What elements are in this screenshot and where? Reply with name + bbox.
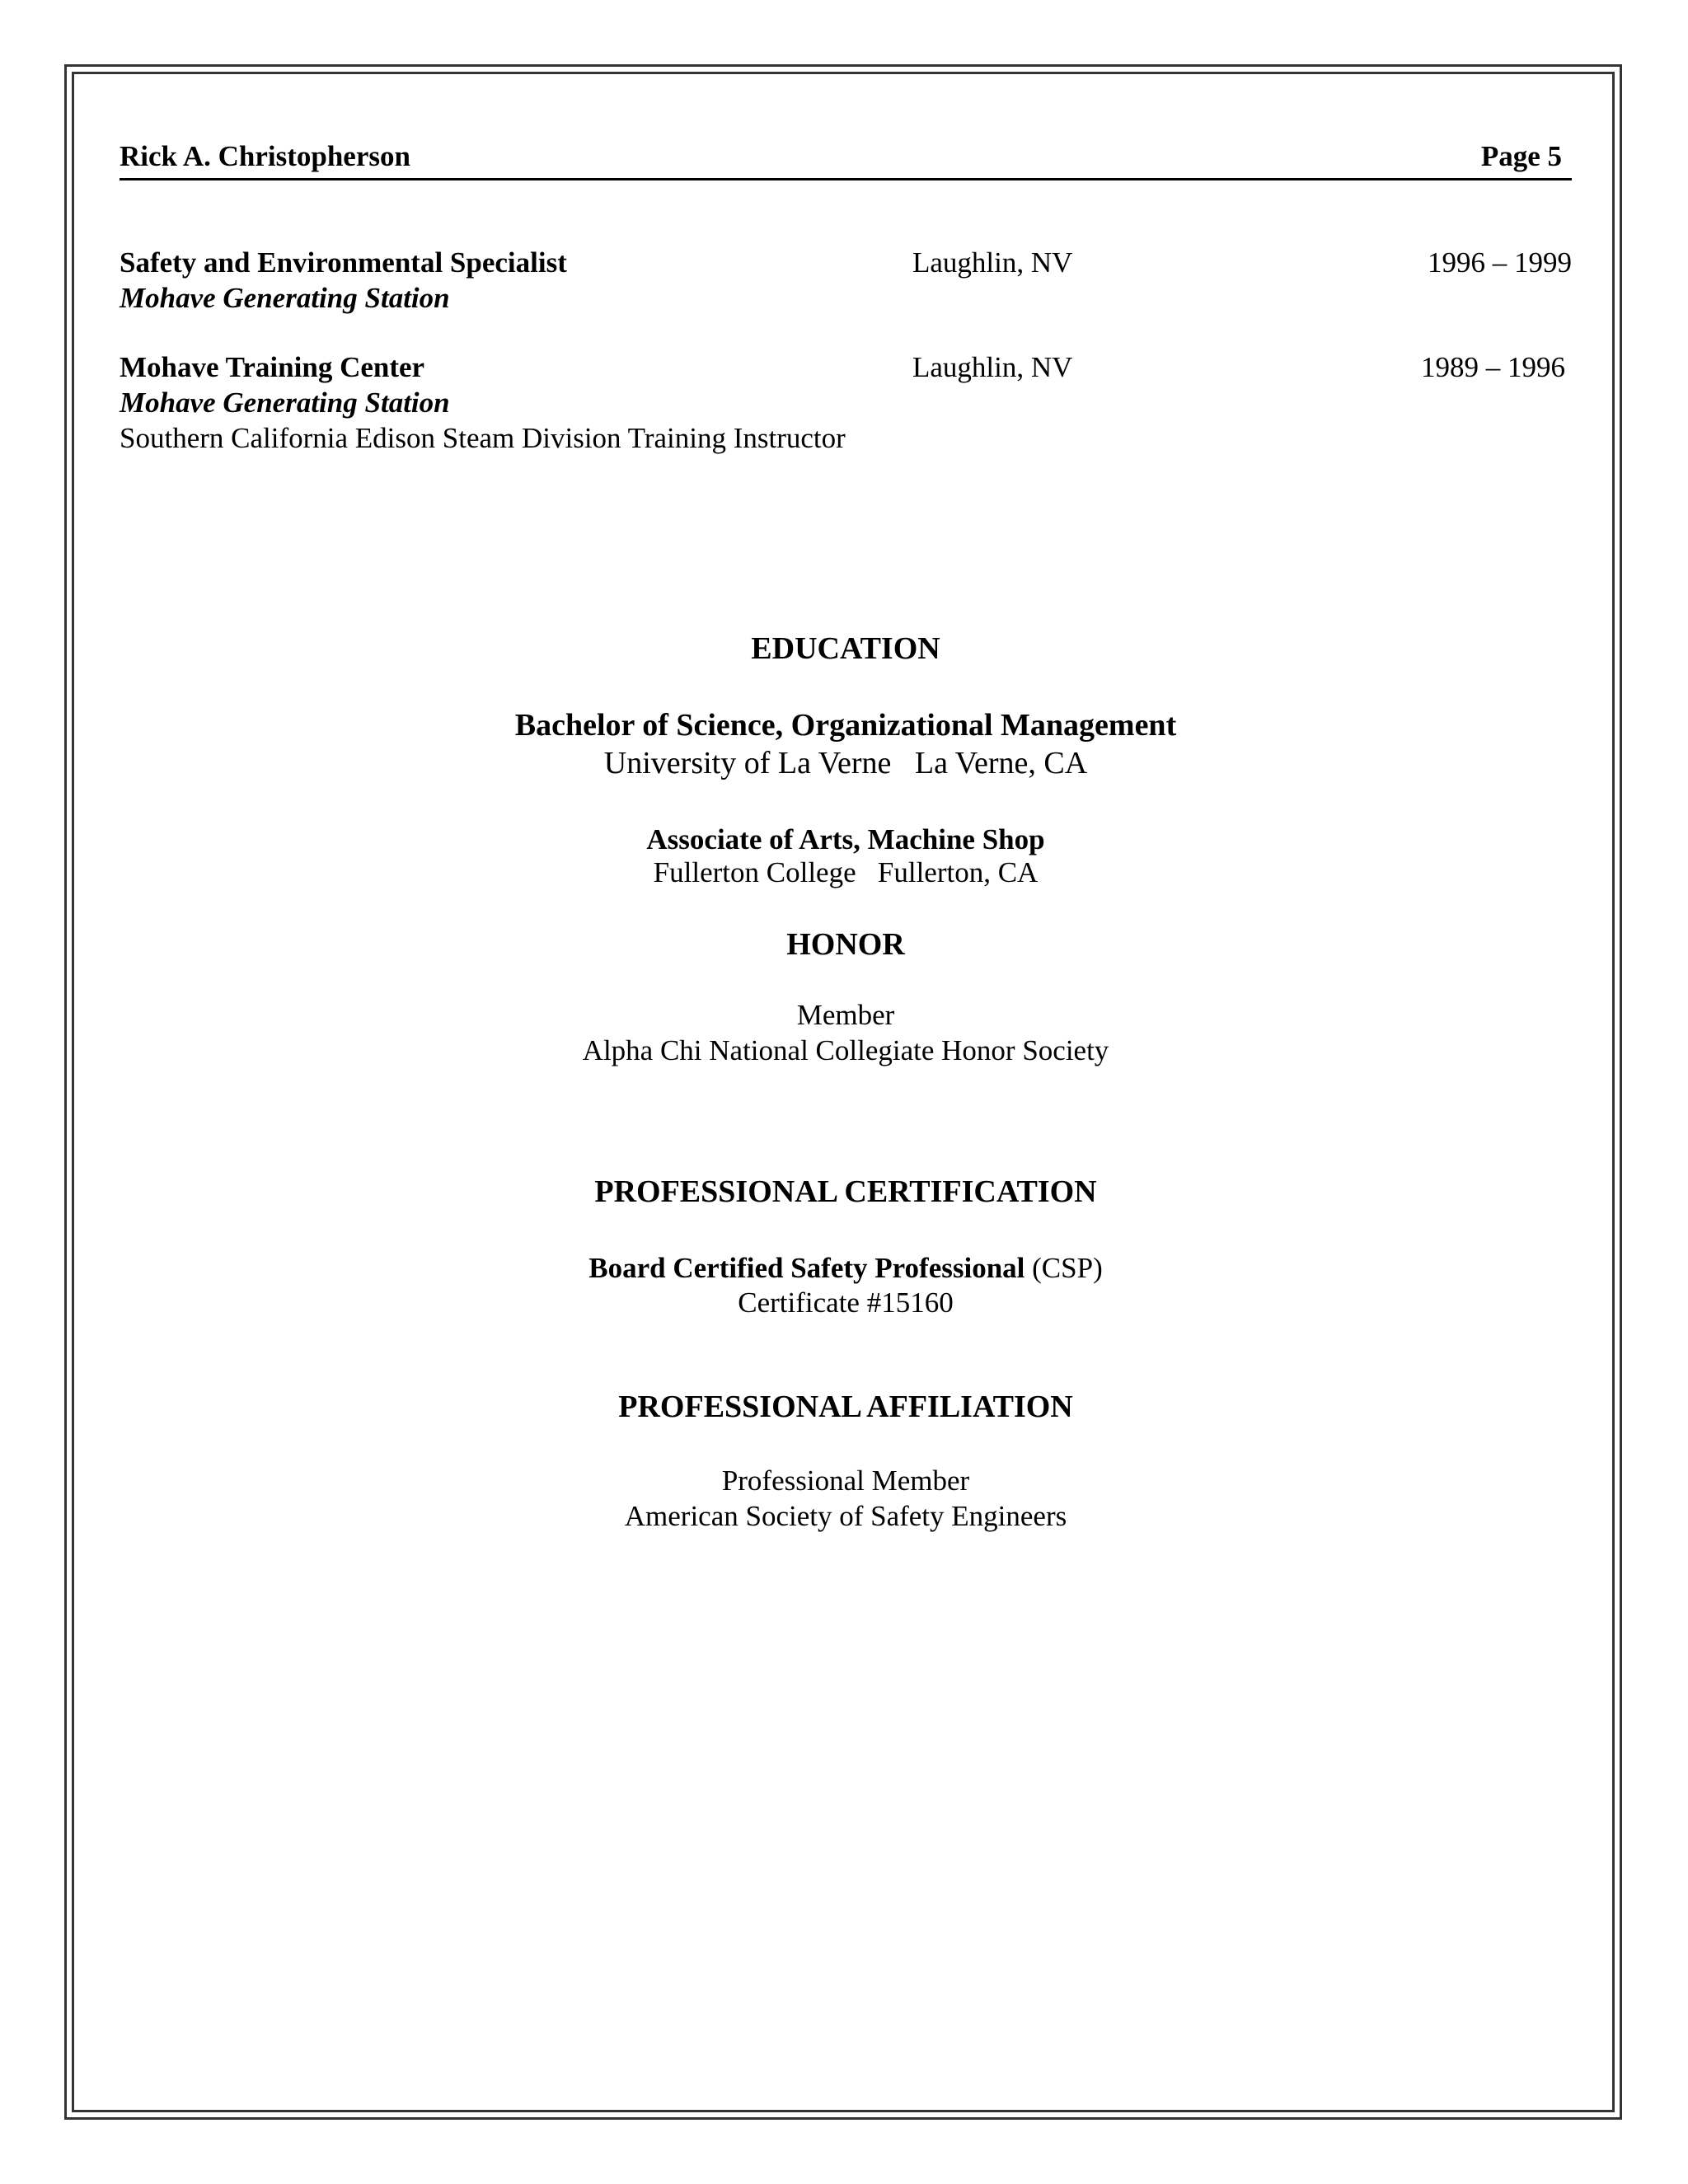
- certification-name: Board Certified Safety Professional: [588, 1252, 1025, 1284]
- resume-name: Rick A. Christopherson: [120, 140, 410, 172]
- school-line-bachelor: [120, 745, 1572, 781]
- affiliation-heading: PROFESSIONAL AFFILIATION: [618, 1390, 1073, 1424]
- job-dates: 1996 – 1999: [1428, 246, 1572, 279]
- school-line-associate: [120, 855, 1572, 890]
- education-heading: EDUCATION: [751, 631, 940, 666]
- affiliation-organization: American Society of Safety Engineers: [624, 1500, 1067, 1532]
- job-entry-training-center: [120, 349, 1572, 456]
- page-header: [120, 137, 1572, 180]
- school-name: Fullerton College: [653, 856, 856, 888]
- job-entry-safety-specialist: [120, 245, 1572, 316]
- honor-organization: Alpha Chi National Collegiate Honor Society: [582, 1034, 1109, 1066]
- job-location: Laughlin, NV: [912, 351, 1073, 383]
- job-company: Mohave Generating Station: [120, 387, 450, 419]
- job-company: Mohave Generating Station: [120, 282, 450, 314]
- affiliation-role: Professional Member: [721, 1465, 970, 1497]
- school-name: University of La Verne: [603, 746, 892, 780]
- job-dates: 1989 – 1996: [1421, 351, 1565, 383]
- certification-abbrev: (CSP): [1032, 1252, 1103, 1284]
- page-number: Page 5: [1480, 140, 1562, 172]
- degree-associate: Associate of Arts, Machine Shop: [646, 823, 1045, 855]
- job-title: Mohave Training Center: [120, 351, 425, 383]
- certification-heading: PROFESSIONAL CERTIFICATION: [594, 1174, 1097, 1209]
- certification-number: Certificate #15160: [738, 1286, 954, 1319]
- degree-bachelor: Bachelor of Science, Organizational Management: [514, 708, 1177, 743]
- school-location: Fullerton, CA: [877, 856, 1039, 888]
- honor-heading: HONOR: [786, 927, 905, 962]
- job-location: Laughlin, NV: [912, 246, 1073, 279]
- job-title: Safety and Environmental Specialist: [120, 246, 567, 279]
- job-description: Southern California Edison Steam Division Training Instructor: [120, 422, 846, 454]
- honor-role: Member: [796, 999, 895, 1031]
- certification-name-line: [120, 1250, 1572, 1286]
- school-location: La Verne, CA: [914, 746, 1088, 780]
